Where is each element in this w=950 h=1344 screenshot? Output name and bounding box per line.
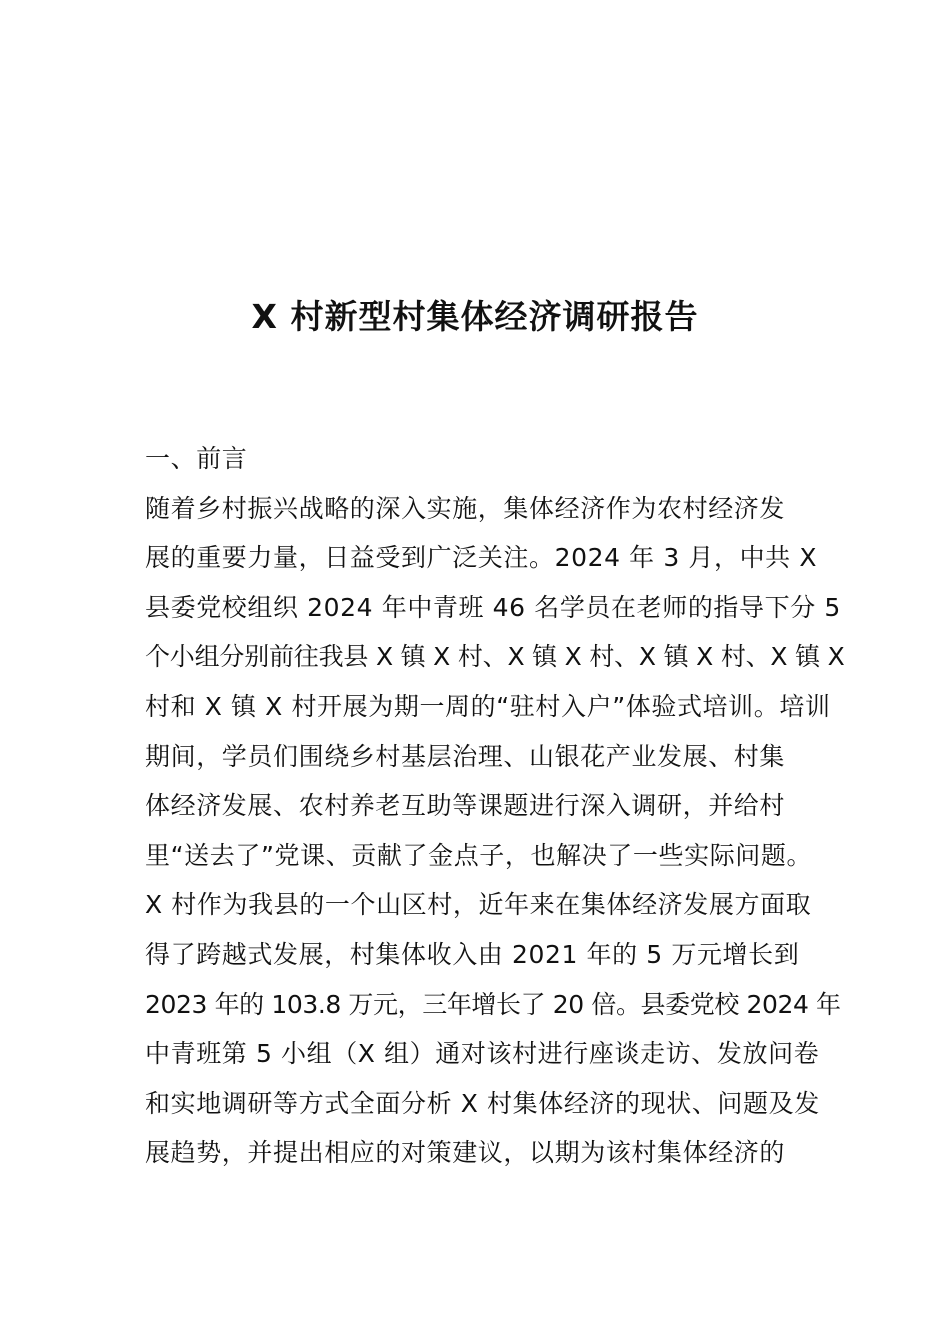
paragraph-line: 期间，学员们围绕乡村基层治理、山银花产业发展、村集 <box>145 741 786 771</box>
paragraph-line: 得了跨越式发展，村集体收入由 2021 年的 5 万元增长到 <box>145 939 800 969</box>
paragraph-line: 2023 年的 103.8 万元，三年增长了 20 倍。县委党校 2024 年 <box>145 989 841 1019</box>
paragraph-line: 个小组分别前往我县 X 镇 X 村、X 镇 X 村、X 镇 X 村、X 镇 X <box>145 642 845 672</box>
paragraph-line: 村和 X 镇 X 村开展为期一周的“驻村入户”体验式培训。培训 <box>145 691 831 721</box>
document-body <box>145 434 845 1178</box>
paragraph-line: 里“送去了”党课、贡献了金点子，也解决了一些实际问题。 <box>145 840 813 870</box>
paragraph-line: 展的重要力量，日益受到广泛关注。2024 年 3 月，中共 X <box>145 543 818 573</box>
paragraph-line: 中青班第 5 小组（X 组）通对该村进行座谈走访、发放问卷 <box>145 1039 820 1069</box>
paragraph-line: X 村作为我县的一个山区村，近年来在集体经济发展方面取 <box>145 890 812 920</box>
paragraph-line: 体经济发展、农村养老互助等课题进行深入调研，并给村 <box>145 791 786 821</box>
section-heading: 一、前言 <box>145 444 248 473</box>
paragraph-line: 和实地调研等方式全面分析 X 村集体经济的现状、问题及发 <box>145 1088 820 1118</box>
paragraph-line: 随着乡村振兴战略的深入实施，集体经济作为农村经济发 <box>145 493 786 523</box>
paragraph-line: 县委党校组织 2024 年中青班 46 名学员在老师的指导下分 5 <box>145 592 841 622</box>
document-title: X 村新型村集体经济调研报告 <box>251 297 699 336</box>
paragraph-line: 展趋势，并提出相应的对策建议，以期为该村集体经济的 <box>145 1138 786 1168</box>
